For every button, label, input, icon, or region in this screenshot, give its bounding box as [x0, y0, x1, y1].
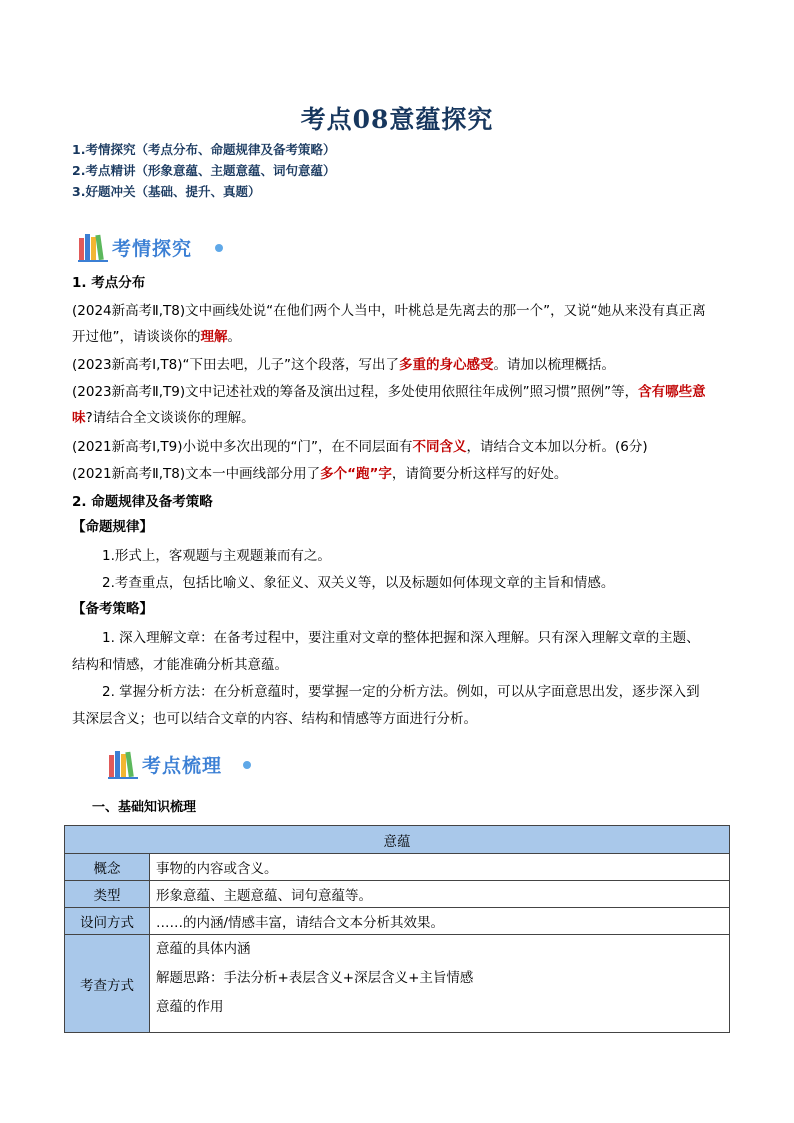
row-line: 解题思路：手法分析+表层含义+深层含义+主旨情感 — [156, 970, 474, 986]
text-span: (2023新高考Ⅱ,T9)文中记述社戏的筹备及演出过程，多处使用依照往年成例”照习惯”照例”等， — [72, 384, 639, 400]
exam-item — [72, 437, 648, 457]
section-banner-kaodian — [108, 747, 268, 783]
books-icon — [108, 749, 140, 779]
dot-icon — [215, 244, 223, 252]
text-span: 。请加以梳理概括。 — [493, 357, 615, 373]
banner-label: 考情探究 — [112, 238, 193, 260]
text-span: 。 — [227, 329, 241, 345]
strategy-item: 2. 掌握分析方法：在分析意蕴时，要掌握一定的分析方法。例如，可以从字面意思出发，逐步深入到 — [102, 684, 700, 700]
row-label: 类型 — [65, 881, 150, 908]
row-line: 意蕴的具体内涵 — [156, 941, 251, 957]
text-span: ，请简要分析这样写的好处。 — [391, 466, 568, 482]
highlight-text: 含有哪些意 — [638, 384, 706, 400]
highlight-text: 理解 — [200, 329, 228, 345]
row-label: 概念 — [65, 854, 150, 881]
exam-item — [72, 408, 255, 428]
section-heading: 2. 命题规律及备考策略 — [72, 494, 213, 510]
toc-item: 2.考点精讲（形象意蕴、主题意蕴、词句意蕴） — [72, 163, 336, 178]
banner-label: 考点梳理 — [142, 755, 223, 777]
row-line: 意蕴的作用 — [156, 999, 224, 1015]
toc-item: 3.好题冲关（基础、提升、真题） — [72, 184, 261, 199]
row-label: 设问方式 — [65, 908, 150, 935]
exam-item — [72, 327, 241, 347]
row-value: 事物的内容或含义。 — [150, 854, 730, 881]
table-row — [65, 908, 730, 935]
strategy-heading: 【备考策略】 — [72, 601, 153, 617]
highlight-text: 味 — [72, 410, 86, 426]
rule-item: 2.考查重点，包括比喻义、象征义、双关义等，以及标题如何体现文章的主旨和情感。 — [102, 575, 615, 591]
table-row — [65, 935, 730, 1033]
exam-item-text: (2024新高考Ⅱ,T8)文中画线处说“在他们两个人当中，叶桃总是先离去的那一个”，又说“她从来没有真正离 — [72, 303, 706, 319]
subsection-heading: 一、基础知识梳理 — [92, 800, 197, 815]
strategy-item: 结构和情感，才能准确分析其意蕴。 — [72, 657, 288, 673]
exam-item — [72, 355, 615, 375]
row-value: ……的内涵/情感丰富，请结合文本分析其效果。 — [150, 908, 730, 935]
knowledge-table — [64, 825, 730, 1033]
strategy-item: 其深层含义；也可以结合文章的内容、结构和情感等方面进行分析。 — [72, 711, 477, 727]
row-value — [150, 935, 730, 1033]
books-icon — [78, 232, 110, 262]
page-title: 考点08意蕴探究 — [300, 105, 494, 134]
text-span: 开过他”，请谈谈你的 — [72, 329, 201, 345]
section-banner-kaoqing — [78, 230, 238, 266]
table-row — [65, 881, 730, 908]
text-span: ?请结合全文谈谈你的理解。 — [85, 410, 255, 426]
highlight-text: 多个“跑”字 — [320, 466, 392, 482]
row-label: 考查方式 — [65, 935, 150, 1033]
exam-item — [72, 382, 706, 402]
text-span: (2023新高考Ⅰ,T8)“下田去吧，儿子”这个段落，写出了 — [72, 357, 399, 373]
exam-item — [72, 464, 567, 484]
toc-item: 1.考情探究（考点分布、命题规律及备考策略） — [72, 142, 336, 157]
row-value: 形象意蕴、主题意蕴、词句意蕴等。 — [150, 881, 730, 908]
section-heading: 1. 考点分布 — [72, 275, 146, 291]
table-row — [65, 854, 730, 881]
table-header: 意蕴 — [65, 826, 730, 854]
rule-item: 1.形式上，客观题与主观题兼而有之。 — [102, 548, 331, 564]
text-span: (2021新高考Ⅰ,T9)小说中多次出现的“门”，在不同层面有 — [72, 439, 413, 455]
highlight-text: 多重的身心感受 — [399, 357, 494, 373]
dot-icon — [243, 761, 251, 769]
highlight-text: 不同含义 — [412, 439, 467, 455]
strategy-item: 1. 深入理解文章：在备考过程中，要注重对文章的整体把握和深入理解。只有深入理解文章的主题、 — [102, 630, 700, 646]
text-span: ，请结合文本加以分析。(6分) — [466, 439, 648, 455]
text-span: (2021新高考Ⅱ,T8)文本一中画线部分用了 — [72, 466, 321, 482]
rule-heading: 【命题规律】 — [72, 519, 153, 535]
